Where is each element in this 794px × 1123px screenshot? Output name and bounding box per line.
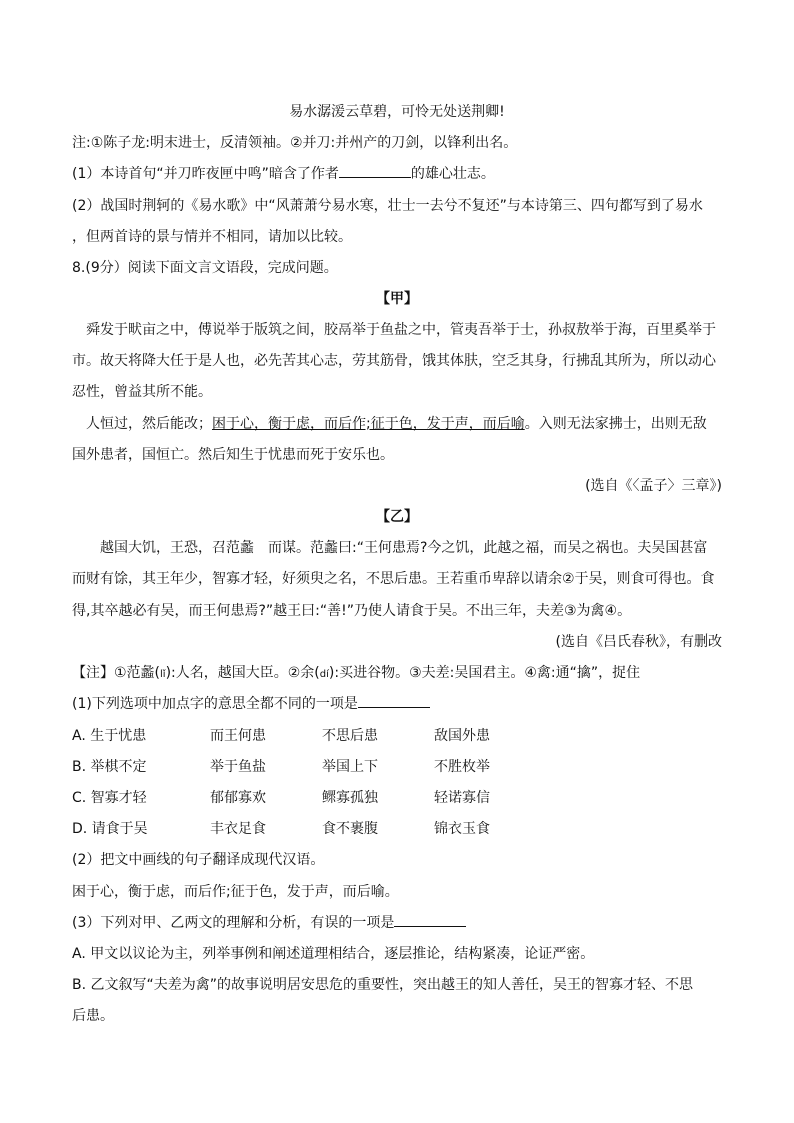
option-a-item: 而王何患 <box>210 728 266 744</box>
question-8-3-stem <box>72 912 722 934</box>
question-7-1 <box>72 163 722 185</box>
passage-jia-line: 国外患者，国恒亡。然后知生于忧患而死于安乐也。 <box>72 447 394 463</box>
option-row-a[interactable] <box>72 725 722 747</box>
option-b-item: 举于鱼盐 <box>210 759 266 775</box>
option-a-item: A. 生于忧患 <box>72 728 147 744</box>
question-7-2-line1: (2）战国时荆轲的《易水歌》中“风萧萧兮易水寒，壮士一去兮不复还”与本诗第三、四句都写到了易水 <box>72 198 703 214</box>
question-7-2-line2: ，但两首诗的景与情并不相同，请加以比较。 <box>72 229 352 245</box>
passage-yi-line: 得,其卒越必有吴，而王何患焉?”越王曰:“善!”乃使人请食于吴。不出三年，夫差③为禽④。 <box>72 603 632 619</box>
option-b-item: B. 举棋不定 <box>72 759 147 775</box>
question-text: (3）下列对甲、乙两文的理解和分析，有误的一项是 <box>72 915 395 931</box>
option-a-item: 敌国外患 <box>434 728 490 744</box>
question-7-1-text: (1）本诗首句“并刀昨夜匣中鸣”暗含了作者 <box>72 166 339 182</box>
passage-jia-line: 市。故天将降大任于是人也，必先苦其心志，劳其筋骨，饿其体肤，空乏其身，行拂乱其所为，所以动心 <box>72 353 716 369</box>
option-d-item: 丰衣足食 <box>210 821 266 837</box>
option-c-item: 轻诺寡信 <box>434 790 490 806</box>
passage-jia-line: 舜发于畎亩之中，傅说举于版筑之间，胶鬲举于鱼盐之中，管夷吾举于士，孙叔敖举于海，百里奚举于 <box>86 322 716 338</box>
option-row-c[interactable] <box>72 787 722 809</box>
question-8-2-stem: (2）把文中画线的句子翻译成现代汉语。 <box>72 852 325 868</box>
question-8-3-option-b-cont: 后患。 <box>72 1008 114 1024</box>
question-8-title: 8.(9分）阅读下面文言文语段，完成问题。 <box>72 260 338 276</box>
answer-blank[interactable] <box>394 912 466 927</box>
note-text: ):人名，越国大臣。②余( <box>165 665 320 681</box>
option-row-d[interactable] <box>72 818 722 840</box>
answer-blank[interactable] <box>339 163 411 178</box>
underlined-sentence: 困于心，衡于虑，而后作;征于色，发于声，而后喻 <box>212 416 525 432</box>
passage-yi-line: 越国大饥，王恐，召范蠡 而谋。范蠡曰:“王何患焉?今之饥，此越之福，而吴之祸也。夫吴国甚富 <box>100 540 708 556</box>
option-c-item: 郁郁寡欢 <box>210 790 266 806</box>
question-text: (1)下列选项中加点字的意思全都不同的一项是 <box>72 696 358 712</box>
question-7-1-text-end: 的雄心壮志。 <box>410 166 495 182</box>
passage-jia-heading: 【甲】 <box>376 291 418 307</box>
option-row-b[interactable] <box>72 756 722 778</box>
option-b-item: 不胜枚举 <box>434 759 490 775</box>
option-a-item: 不思后患 <box>322 728 378 744</box>
passage-jia-source: (选自《〈孟子〉三章》) <box>585 478 722 494</box>
passage-text: 人恒过，然后能改； <box>86 416 212 432</box>
question-8-2-sentence: 困于心，衡于虑，而后作;征于色，发于声，而后喻。 <box>72 884 399 900</box>
passage-jia-line: 忍性，曾益其所不能。 <box>72 384 212 400</box>
passage-text: 。入则无法家拂士，出则无敌 <box>524 416 707 432</box>
option-b-item: 举国上下 <box>322 759 378 775</box>
passage-yi-source: (选自《吕氏春秋》，有删改 <box>555 634 722 650</box>
option-d-item: D. 请食于吴 <box>72 821 148 837</box>
passage-jia-line <box>72 413 722 435</box>
note-text: ):买进谷物。③夫差:吴国君主。④禽:通“擒”，捉住 <box>328 665 641 681</box>
question-8-3-option-a[interactable]: A. 甲文以议论为主，列举事例和阐述道理相结合，逐层推论，结构紧凑，论证严密。 <box>72 946 595 962</box>
poem-last-line: 易水潺湲云草碧，可怜无处送荆卿! <box>289 104 505 120</box>
poem-annotation: 注:①陈子龙:明末进士，反清领袖。②并刀:并州产的刀剑，以锋利出名。 <box>72 135 518 151</box>
pinyin: lǐ <box>160 669 166 680</box>
passage-yi-heading: 【乙】 <box>376 509 418 525</box>
option-d-item: 食不裹腹 <box>322 821 378 837</box>
question-8-3-option-b[interactable]: B. 乙文叙写“夫差为禽”的故事说明居安思危的重要性，突出越王的知人善任，吴王的智寡才轻、不思 <box>72 977 694 993</box>
option-d-item: 锦衣玉食 <box>434 821 490 837</box>
option-c-item: 鳏寡孤独 <box>322 790 378 806</box>
option-c-item: C. 智寡才轻 <box>72 790 147 806</box>
passage-yi-line: 而财有馀，其王年少，智寡才轻，好须臾之名，不思后患。王若重币卑辞以请余②于吴，则食可得也。食 <box>72 571 715 587</box>
pinyin: dí <box>319 669 329 680</box>
passage-yi-notes <box>72 662 722 684</box>
answer-blank[interactable] <box>358 693 430 708</box>
note-text: 【注】①范蠡( <box>72 665 161 681</box>
question-8-1-stem <box>72 693 722 715</box>
